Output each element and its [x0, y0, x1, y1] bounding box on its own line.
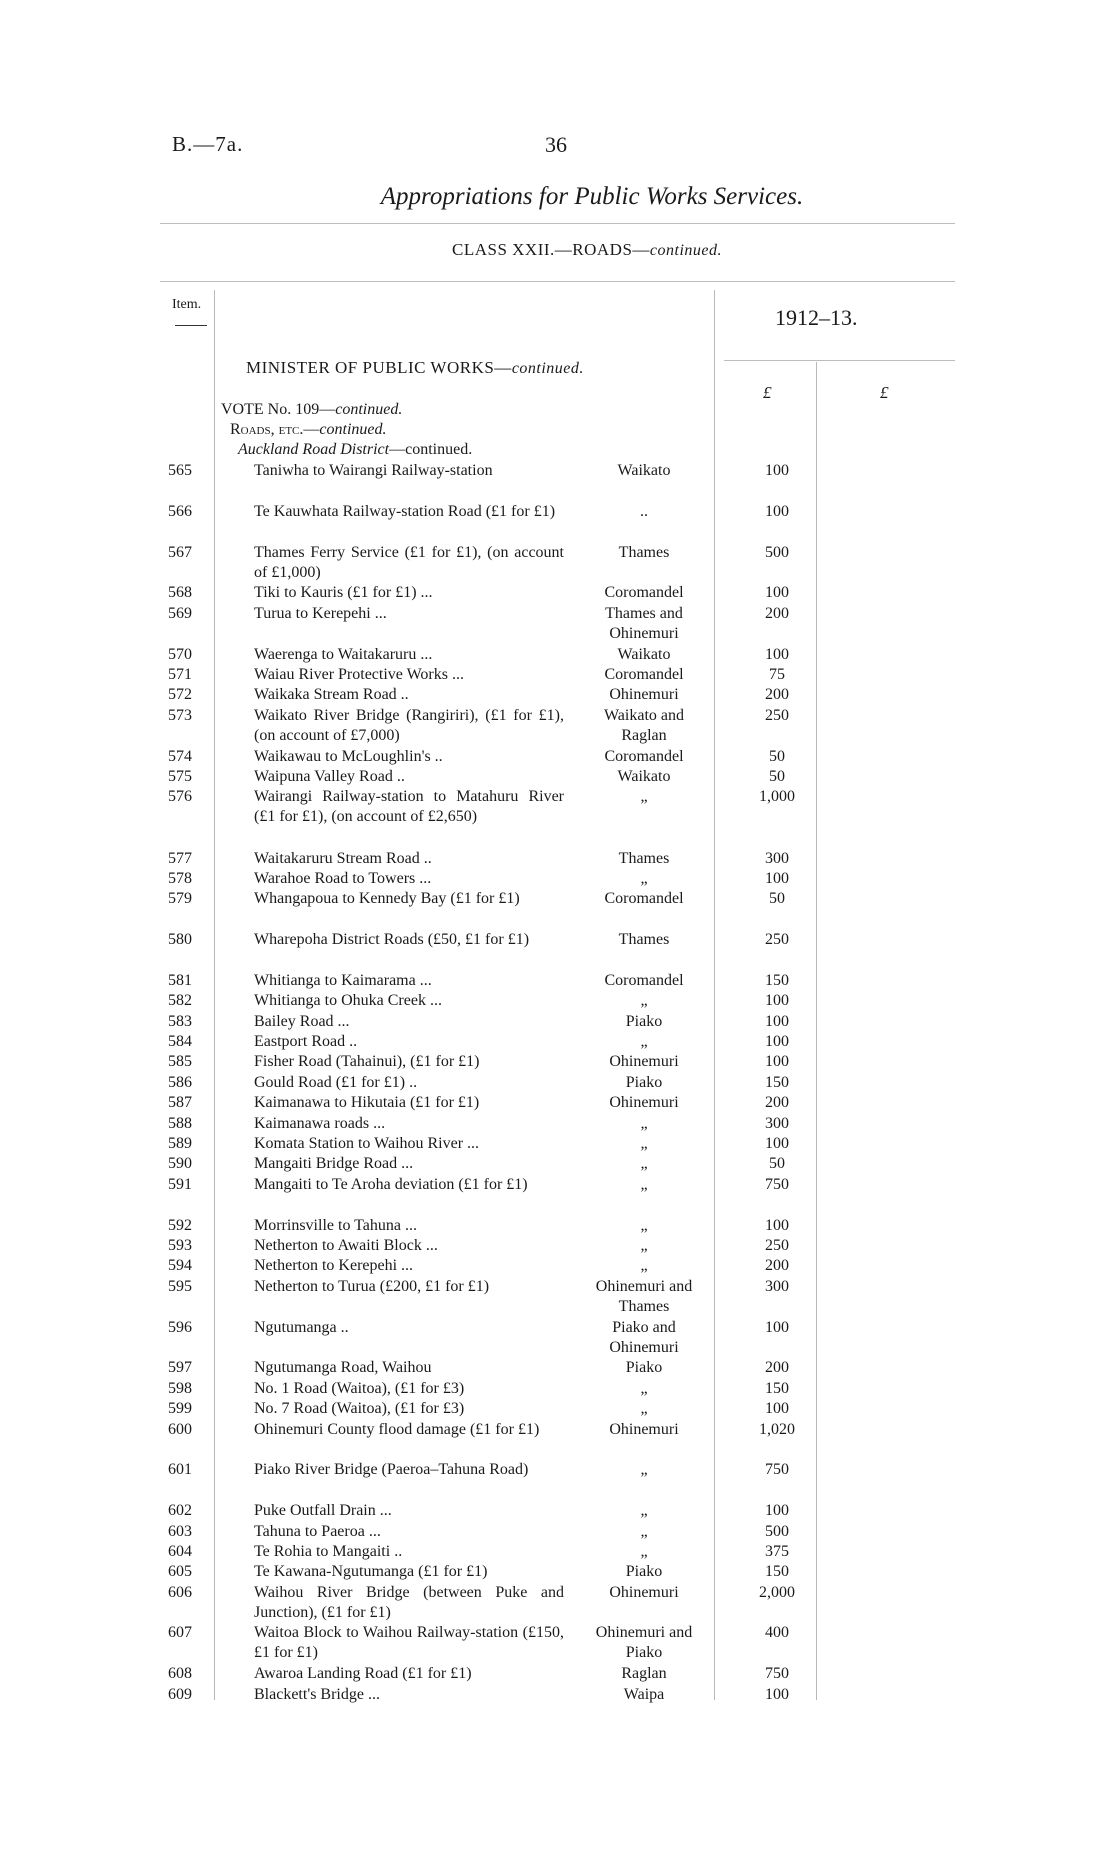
minister-text: MINISTER OF PUBLIC WORKS—: [246, 358, 512, 377]
item-number: 609: [168, 1685, 192, 1703]
item-amount: 500: [765, 543, 789, 561]
item-amount: 100: [765, 1053, 789, 1071]
table-row: [0, 1256, 1114, 1276]
table-row: [0, 991, 1114, 1011]
item-description: Ngutumanga ..: [254, 1318, 349, 1336]
title-rule: [160, 223, 955, 224]
table-row: [0, 604, 1114, 645]
item-amount: 100: [765, 1400, 789, 1418]
item-description: Kaimanawa roads ...: [254, 1114, 386, 1132]
item-district: „: [640, 1542, 648, 1560]
vote-text: VOTE No. 109—: [221, 401, 336, 418]
item-amount: 100: [765, 1502, 789, 1520]
table-row: [0, 1522, 1114, 1542]
item-number: 577: [168, 849, 192, 867]
item-description: Ohinemuri County flood damage (£1 for £1): [254, 1420, 540, 1438]
table-row: [0, 1012, 1114, 1032]
class-heading-continued: continued.: [649, 242, 722, 259]
table-row: [0, 747, 1114, 767]
item-amount: 200: [765, 1359, 789, 1377]
item-amount: 300: [765, 1114, 789, 1132]
item-description: Te Kawana-Ngutumanga (£1 for £1): [254, 1563, 488, 1581]
item-amount: 100: [765, 1135, 789, 1153]
appropriations-table: [0, 461, 1114, 1705]
table-row: [0, 971, 1114, 991]
item-amount: 100: [765, 584, 789, 602]
table-row: [0, 1420, 1114, 1461]
page-title: Appropriations for Public Works Services.: [380, 183, 804, 210]
item-district: Ohinemuri and Thames: [595, 1277, 693, 1315]
table-row: [0, 665, 1114, 685]
item-description: Mangaiti Bridge Road ...: [254, 1155, 414, 1173]
item-number: 578: [168, 869, 192, 887]
table-row: [0, 583, 1114, 603]
item-description: Gould Road (£1 for £1) ..: [254, 1073, 418, 1091]
item-number: 584: [168, 1033, 192, 1051]
item-number: 583: [168, 1012, 192, 1030]
item-district: „: [640, 1502, 648, 1520]
item-district: Waipa: [623, 1685, 665, 1703]
item-amount: 50: [769, 767, 785, 785]
item-amount: 150: [765, 1073, 789, 1091]
item-number: 598: [168, 1379, 192, 1397]
item-amount: 100: [765, 1685, 789, 1703]
item-number: 588: [168, 1114, 192, 1132]
item-number: 594: [168, 1257, 192, 1275]
item-amount: 250: [765, 931, 789, 949]
class-heading-text: CLASS XXII.—ROADS—: [451, 240, 650, 259]
item-number: 604: [168, 1542, 192, 1560]
item-amount: 750: [765, 1665, 789, 1683]
item-district: Waikato: [617, 767, 671, 785]
table-row: [0, 685, 1114, 705]
item-number: 607: [168, 1624, 192, 1642]
item-description: Thames Ferry Service (£1 for £1), (on account of £1,000): [254, 543, 564, 581]
item-district: „: [640, 1135, 648, 1153]
item-number: 567: [168, 543, 192, 561]
item-description: Fisher Road (Tahainui), (£1 for £1): [254, 1053, 480, 1071]
item-amount: 300: [765, 1277, 789, 1295]
item-number: 602: [168, 1502, 192, 1520]
item-district: Coromandel: [604, 890, 684, 908]
item-district: Raglan: [621, 1665, 667, 1683]
item-description: Warahoe Road to Towers ...: [254, 869, 432, 887]
item-number: 574: [168, 747, 192, 765]
table-row: [0, 1175, 1114, 1216]
document-reference: B.—7a.: [172, 132, 244, 156]
table-row: [0, 889, 1114, 930]
item-description: Whitianga to Ohuka Creek ...: [254, 992, 442, 1010]
roads-text: Roads, etc.—: [230, 421, 320, 438]
item-amount: 50: [769, 1155, 785, 1173]
item-district: Ohinemuri: [609, 1583, 679, 1601]
table-row: [0, 1134, 1114, 1154]
item-description: Kaimanawa to Hikutaia (£1 for £1): [254, 1094, 480, 1112]
table-row: [0, 1052, 1114, 1072]
item-amount: 300: [765, 849, 789, 867]
item-district: Thames: [618, 543, 670, 561]
item-description: Whitianga to Kaimarama ...: [254, 971, 432, 989]
item-amount: 150: [765, 971, 789, 989]
item-amount: 75: [769, 665, 785, 683]
table-row: [0, 930, 1114, 971]
table-row: [0, 1073, 1114, 1093]
item-description: No. 1 Road (Waitoa), (£1 for £3): [254, 1379, 465, 1397]
item-amount: 100: [765, 502, 789, 520]
item-district: „: [640, 788, 648, 806]
item-number: 590: [168, 1155, 192, 1173]
item-district: Piako: [625, 1073, 663, 1091]
item-description: Netherton to Awaiti Block ...: [254, 1236, 438, 1254]
item-amount: 150: [765, 1379, 789, 1397]
table-row: [0, 1216, 1114, 1236]
item-district: Coromandel: [604, 584, 684, 602]
item-district: Ohinemuri and Piako: [595, 1624, 693, 1662]
table-row: [0, 1093, 1114, 1113]
item-amount: 200: [765, 1257, 789, 1275]
item-description: Ngutumanga Road, Waihou: [254, 1359, 432, 1377]
item-description: Waitakaruru Stream Road ..: [254, 849, 432, 867]
item-description: Awaroa Landing Road (£1 for £1): [254, 1665, 472, 1683]
item-number: 593: [168, 1236, 192, 1254]
item-amount: 100: [765, 462, 789, 479]
item-number: 581: [168, 971, 192, 989]
class-rule: [160, 281, 955, 282]
item-description: Blackett's Bridge ...: [254, 1685, 380, 1703]
item-description: Morrinsville to Tahuna ...: [254, 1216, 418, 1234]
item-district: „: [640, 1236, 648, 1254]
table-row: [0, 1664, 1114, 1684]
table-row: [0, 1685, 1114, 1705]
item-description: Waikato River Bridge (Rangiriri), (£1 for £1), (on account of £7,000): [254, 706, 564, 744]
item-description: Waikawau to McLoughlin's ..: [254, 747, 443, 765]
table-row: [0, 1358, 1114, 1378]
item-district: „: [640, 1033, 648, 1051]
item-description: Netherton to Turua (£200, £1 for £1): [254, 1277, 490, 1295]
item-amount: 50: [769, 747, 785, 765]
item-district: Ohinemuri: [609, 1094, 679, 1112]
item-district: „: [640, 1400, 648, 1418]
item-description: Waikaka Stream Road ..: [254, 686, 409, 704]
item-number: 589: [168, 1135, 192, 1153]
table-row: [0, 1318, 1114, 1359]
item-amount: 1,000: [759, 788, 795, 806]
item-amount: 100: [765, 1216, 789, 1234]
item-district: Coromandel: [604, 747, 684, 765]
item-amount: 100: [765, 869, 789, 887]
item-number: 585: [168, 1053, 192, 1071]
table-row: [0, 767, 1114, 787]
item-amount: 150: [765, 1563, 789, 1581]
item-description: Tiki to Kauris (£1 for £1) ...: [254, 584, 433, 602]
item-amount: 375: [765, 1542, 789, 1560]
item-description: Waiau River Protective Works ...: [254, 665, 464, 683]
item-description: Wairangi Railway-station to Matahuru River (£1 for £1), (on account of £2,650): [254, 788, 564, 826]
table-row: [0, 1114, 1114, 1134]
item-number: 570: [168, 645, 192, 663]
item-district: Thames and Ohinemuri: [605, 604, 683, 642]
item-number: 569: [168, 604, 192, 622]
item-district: „: [640, 1114, 648, 1132]
item-district: Waikato and Raglan: [603, 706, 684, 744]
item-amount: 50: [769, 890, 785, 908]
item-description: Komata Station to Waihou River ...: [254, 1135, 480, 1153]
item-description: Te Kauwhata Railway-station Road (£1 for £1): [254, 502, 556, 520]
page-number: 36: [545, 132, 567, 157]
item-description: Whangapoua to Kennedy Bay (£1 for £1): [254, 890, 520, 908]
item-district: „: [640, 1216, 648, 1234]
item-number: 601: [168, 1461, 192, 1479]
item-amount: 100: [765, 1012, 789, 1030]
item-district: Waikato: [617, 462, 671, 479]
table-row: [0, 787, 1114, 848]
item-number: 587: [168, 1094, 192, 1112]
district-continued: —continued.: [389, 441, 473, 458]
item-number: 572: [168, 686, 192, 704]
item-district: „: [640, 1379, 648, 1397]
item-district: „: [640, 992, 648, 1010]
minister-continued: continued.: [511, 360, 584, 377]
item-description: Mangaiti to Te Aroha deviation (£1 for £1): [254, 1175, 528, 1193]
item-number: 582: [168, 992, 192, 1010]
table-row: [0, 869, 1114, 889]
item-number: 599: [168, 1400, 192, 1418]
item-description: Wharepoha District Roads (£50, £1 for £1): [254, 931, 530, 949]
item-number: 586: [168, 1073, 192, 1091]
item-description: Waitoa Block to Waihou Railway-station (£150, £1 for £1): [254, 1624, 564, 1662]
table-row: [0, 502, 1114, 543]
item-amount: 750: [765, 1175, 789, 1193]
item-district: Coromandel: [604, 665, 684, 683]
item-district: Piako and Ohinemuri: [609, 1318, 679, 1356]
item-number: 565: [168, 462, 192, 479]
item-district: Ohinemuri: [609, 686, 679, 704]
item-district: Waikato: [617, 645, 671, 663]
item-description: Netherton to Kerepehi ...: [254, 1257, 414, 1275]
minister-heading: [246, 358, 584, 378]
item-amount: 400: [765, 1624, 789, 1642]
table-row: [0, 1460, 1114, 1501]
item-amount: 250: [765, 1236, 789, 1254]
item-description: Puke Outfall Drain ...: [254, 1502, 392, 1520]
item-district: Piako: [625, 1012, 663, 1030]
table-row: [0, 1623, 1114, 1664]
item-amount: 200: [765, 604, 789, 622]
item-district: „: [640, 1522, 648, 1540]
item-number: 597: [168, 1359, 192, 1377]
item-description: No. 7 Road (Waitoa), (£1 for £3): [254, 1400, 465, 1418]
item-amount: 500: [765, 1522, 789, 1540]
item-district: „: [640, 1155, 648, 1173]
item-number: 575: [168, 767, 192, 785]
item-amount: 100: [765, 1318, 789, 1336]
item-amount: 2,000: [759, 1583, 795, 1601]
item-number: 573: [168, 706, 192, 724]
item-number: 605: [168, 1563, 192, 1581]
item-description: Piako River Bridge (Paeroa–Tahuna Road): [254, 1461, 529, 1479]
item-amount: 1,020: [759, 1420, 795, 1438]
item-district: Ohinemuri: [609, 1053, 679, 1071]
item-district: ..: [640, 502, 648, 520]
pound-column-header-2: £: [880, 383, 889, 402]
item-amount: 750: [765, 1461, 789, 1479]
year-column-header: 1912–13.: [775, 305, 858, 330]
item-district: „: [640, 1175, 648, 1193]
item-description: Taniwha to Wairangi Railway-station: [254, 462, 493, 479]
table-row: [0, 1277, 1114, 1318]
pound-column-header-1: £: [763, 383, 772, 402]
vote-heading: [221, 401, 402, 419]
table-row: [0, 1583, 1114, 1624]
table-row: [0, 1379, 1114, 1399]
item-description: Bailey Road ...: [254, 1012, 350, 1030]
item-number: 579: [168, 890, 192, 908]
year-rule: [724, 360, 955, 361]
district-name: Auckland Road District: [238, 441, 390, 458]
table-row: [0, 1236, 1114, 1256]
item-description: Turua to Kerepehi ...: [254, 604, 387, 622]
item-number: 580: [168, 931, 192, 949]
item-district: Coromandel: [604, 971, 684, 989]
item-header-underline: [175, 325, 207, 326]
district-heading: [238, 441, 472, 459]
item-amount: 100: [765, 992, 789, 1010]
item-district: Piako: [625, 1563, 663, 1581]
table-row: [0, 543, 1114, 584]
item-number: 608: [168, 1665, 192, 1683]
item-number: 592: [168, 1216, 192, 1234]
item-district: „: [640, 1257, 648, 1275]
item-description: Eastport Road ..: [254, 1033, 358, 1051]
item-number: 568: [168, 584, 192, 602]
table-row: [0, 461, 1114, 502]
item-description: Waerenga to Waitakaruru ...: [254, 645, 433, 663]
item-district: „: [640, 869, 648, 887]
item-number: 566: [168, 502, 192, 520]
item-number: 595: [168, 1277, 192, 1295]
item-number: 606: [168, 1583, 192, 1601]
item-amount: 100: [765, 1033, 789, 1051]
table-row: [0, 1501, 1114, 1521]
table-row: [0, 1542, 1114, 1562]
item-description: Waihou River Bridge (between Puke and Junction), (£1 for £1): [254, 1583, 564, 1621]
item-amount: 100: [765, 645, 789, 663]
item-district: Thames: [618, 931, 670, 949]
table-row: [0, 645, 1114, 665]
item-column-header: Item.: [172, 297, 202, 312]
class-heading: [0, 240, 1114, 260]
item-amount: 200: [765, 686, 789, 704]
table-row: [0, 1032, 1114, 1052]
item-district: Piako: [625, 1359, 663, 1377]
item-number: 571: [168, 665, 192, 683]
item-number: 591: [168, 1175, 192, 1193]
item-description: Waipuna Valley Road ..: [254, 767, 405, 785]
item-description: Tahuna to Paeroa ...: [254, 1522, 381, 1540]
item-amount: 200: [765, 1094, 789, 1112]
item-district: Thames: [618, 849, 670, 867]
item-number: 603: [168, 1522, 192, 1540]
roads-heading: [230, 421, 387, 439]
item-description: Te Rohia to Mangaiti ..: [254, 1542, 403, 1560]
table-row: [0, 1154, 1114, 1174]
table-row: [0, 706, 1114, 747]
roads-continued: continued.: [319, 421, 387, 438]
vote-continued: continued.: [335, 401, 403, 418]
table-row: [0, 1562, 1114, 1582]
item-district: Ohinemuri: [609, 1420, 679, 1438]
item-number: 596: [168, 1318, 192, 1336]
item-number: 600: [168, 1420, 192, 1438]
item-district: „: [640, 1461, 648, 1479]
item-number: 576: [168, 788, 192, 806]
table-row: [0, 1399, 1114, 1419]
table-row: [0, 849, 1114, 869]
item-amount: 250: [765, 706, 789, 724]
